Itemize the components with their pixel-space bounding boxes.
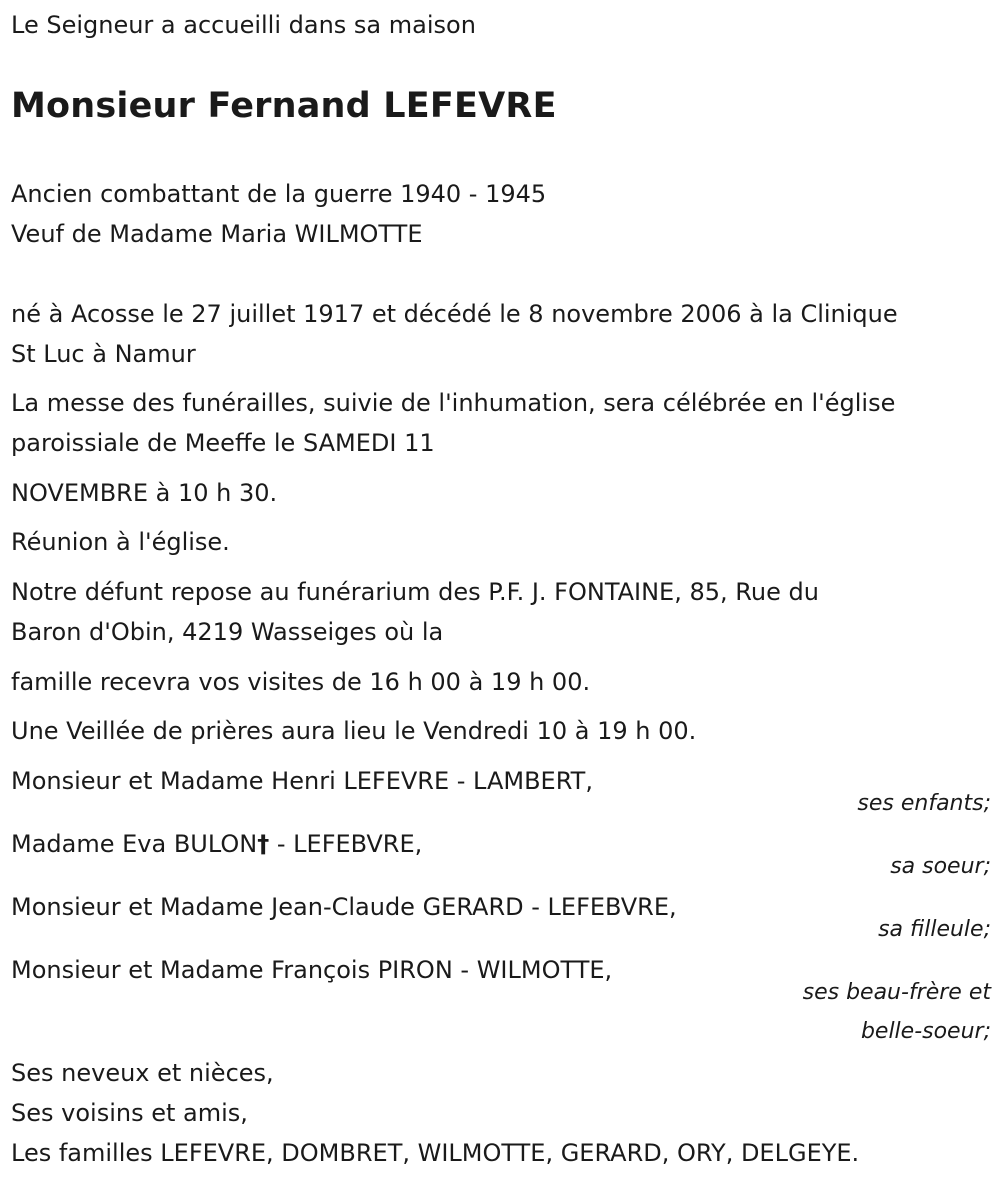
- intro-line: Le Seigneur a accueilli dans sa maison: [11, 11, 476, 39]
- family-member-relation: ses beau-frère et: [802, 980, 991, 1005]
- info-widower: Veuf de Madame Maria WILMOTTE: [11, 220, 423, 248]
- detail-funerarium: Notre défunt repose au funérarium des P.F. J. FONTAINE, 85, Rue du: [11, 578, 819, 606]
- cross-icon: †: [257, 830, 270, 858]
- family-member-relation: sa filleule;: [878, 917, 991, 942]
- closing-families: Les familles LEFEVRE, DOMBRET, WILMOTTE, GERARD, ORY, DELGEYE.: [11, 1139, 860, 1167]
- family-member-name: Monsieur et Madame François PIRON - WILMOTTE,: [11, 956, 613, 984]
- detail-birth-death-cont: St Luc à Namur: [11, 340, 196, 368]
- family-member-relation: ses enfants;: [857, 791, 991, 816]
- family-member-relation-cont: belle-soeur;: [860, 1019, 991, 1044]
- closing-neighbours: Ses voisins et amis,: [11, 1099, 248, 1127]
- family-member-relation: sa soeur;: [890, 854, 991, 879]
- family-member-name: [11, 824, 422, 864]
- family-member-name-before: Madame Eva BULON: [11, 830, 258, 858]
- detail-funerarium-cont: Baron d'Obin, 4219 Wasseiges où la: [11, 618, 444, 646]
- detail-funeral-mass: La messe des funérailles, suivie de l'inhumation, sera célébrée en l'église: [11, 389, 896, 417]
- detail-visits: famille recevra vos visites de 16 h 00 à 19 h 00.: [11, 668, 591, 696]
- detail-funeral-date: NOVEMBRE à 10 h 30.: [11, 479, 278, 507]
- info-veteran: Ancien combattant de la guerre 1940 - 1945: [11, 180, 547, 208]
- detail-vigil: Une Veillée de prières aura lieu le Vendredi 10 à 19 h 00.: [11, 717, 697, 745]
- family-member-name: Monsieur et Madame Henri LEFEVRE - LAMBERT,: [11, 767, 593, 795]
- family-member-name: Monsieur et Madame Jean-Claude GERARD - LEFEBVRE,: [11, 893, 677, 921]
- family-member-name-after: - LEFEBVRE,: [269, 830, 423, 858]
- detail-birth-death: né à Acosse le 27 juillet 1917 et décédé le 8 novembre 2006 à la Clinique: [11, 300, 898, 328]
- deceased-name: Monsieur Fernand LEFEVRE: [11, 86, 557, 126]
- detail-funeral-mass-cont: paroissiale de Meeffe le SAMEDI 11: [11, 429, 435, 457]
- detail-meeting: Réunion à l'église.: [11, 528, 230, 556]
- closing-nephews: Ses neveux et nièces,: [11, 1059, 274, 1087]
